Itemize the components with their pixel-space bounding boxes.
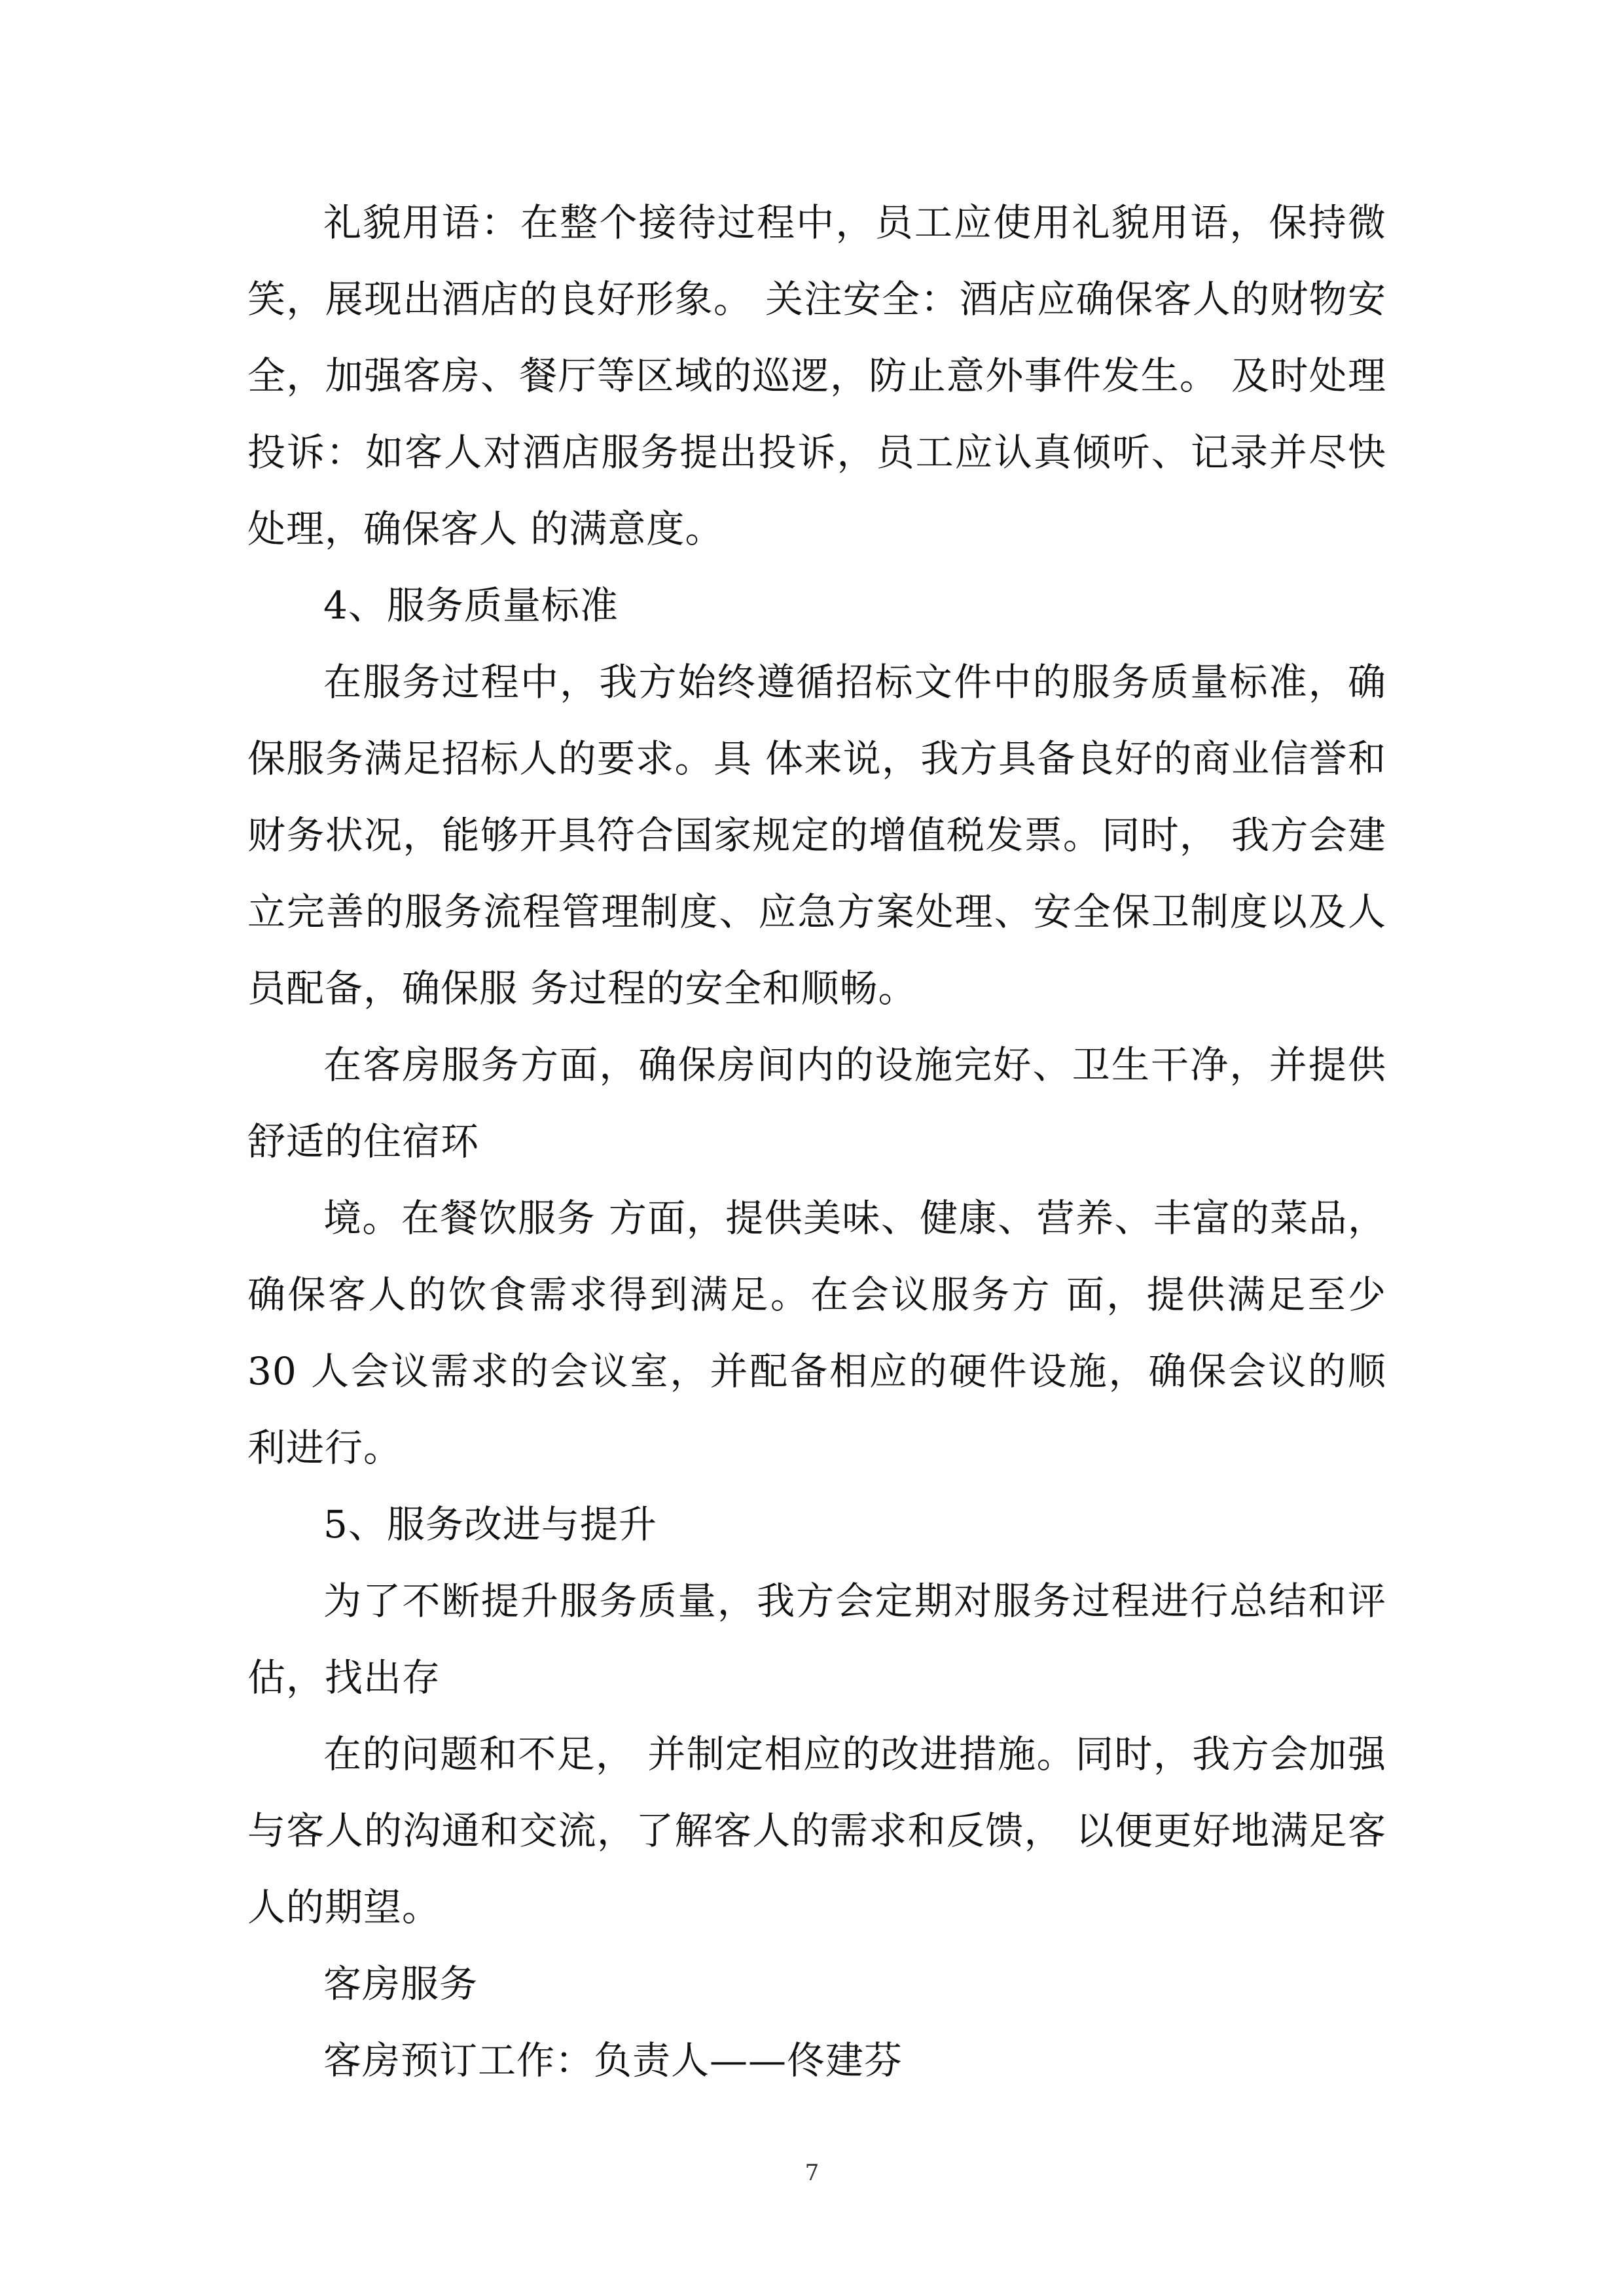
paragraph-dining-meeting: 境。在餐饮服务 方面，提供美味、健康、营养、丰富的菜品，确保客人的饮食需求得到满足。在会议服务方 面，提供满足至少 30 人会议需求的会议室，并配备相应的硬件设施，确保会议的顺利进行。 xyxy=(247,1196,1386,1470)
section-heading-room-service: 客房服务 xyxy=(323,1962,478,2006)
paragraph-service-quality: 在服务过程中，我方始终遵循招标文件中的服务质量标准，确保服务满足招标人的要求。具 体来说，我方具备良好的商业信誉和财务状况，能够开具符合国家规定的增值税发票。同时， 我方会建立完善的服务流程管理制度、应急方案处理、安全保卫制度以及人员配备，确保服 务过程的安全和顺畅。 xyxy=(247,660,1386,1011)
paragraph-room-booking-manager: 客房预订工作：负责人——佟建芬 xyxy=(323,2038,903,2083)
paragraph-improvement-measures: 在的问题和不足， 并制定相应的改进措施。同时，我方会加强与客人的沟通和交流，了解客人的需求和反馈， 以便更好地满足客人的期望。 xyxy=(247,1732,1386,1929)
section-heading-service-improvement: 5、服务改进与提升 xyxy=(323,1502,657,1547)
paragraph-courtesy-safety-complaints: 礼貌用语：在整个接待过程中，员工应使用礼貌用语，保持微笑，展现出酒店的良好形象。 关注安全：酒店应确保客人的财物安全，加强客房、餐厅等区域的巡逻，防止意外事件发生。 及时处理投诉：如客人对酒店服务提出投诉，员工应认真倾听、记录并尽快处理，确保客人 的满意度。 xyxy=(247,200,1386,551)
section-heading-service-quality-standards: 4、服务质量标准 xyxy=(323,583,619,628)
paragraph-room-service: 在客房服务方面，确保房间内的设施完好、卫生干净，并提供舒适的住宿环 xyxy=(247,1043,1386,1164)
page-number: 7 xyxy=(804,2160,820,2186)
paragraph-improvement-intro: 为了不断提升服务质量，我方会定期对服务过程进行总结和评估，找出存 xyxy=(247,1579,1386,1700)
document-body xyxy=(247,185,1386,2099)
